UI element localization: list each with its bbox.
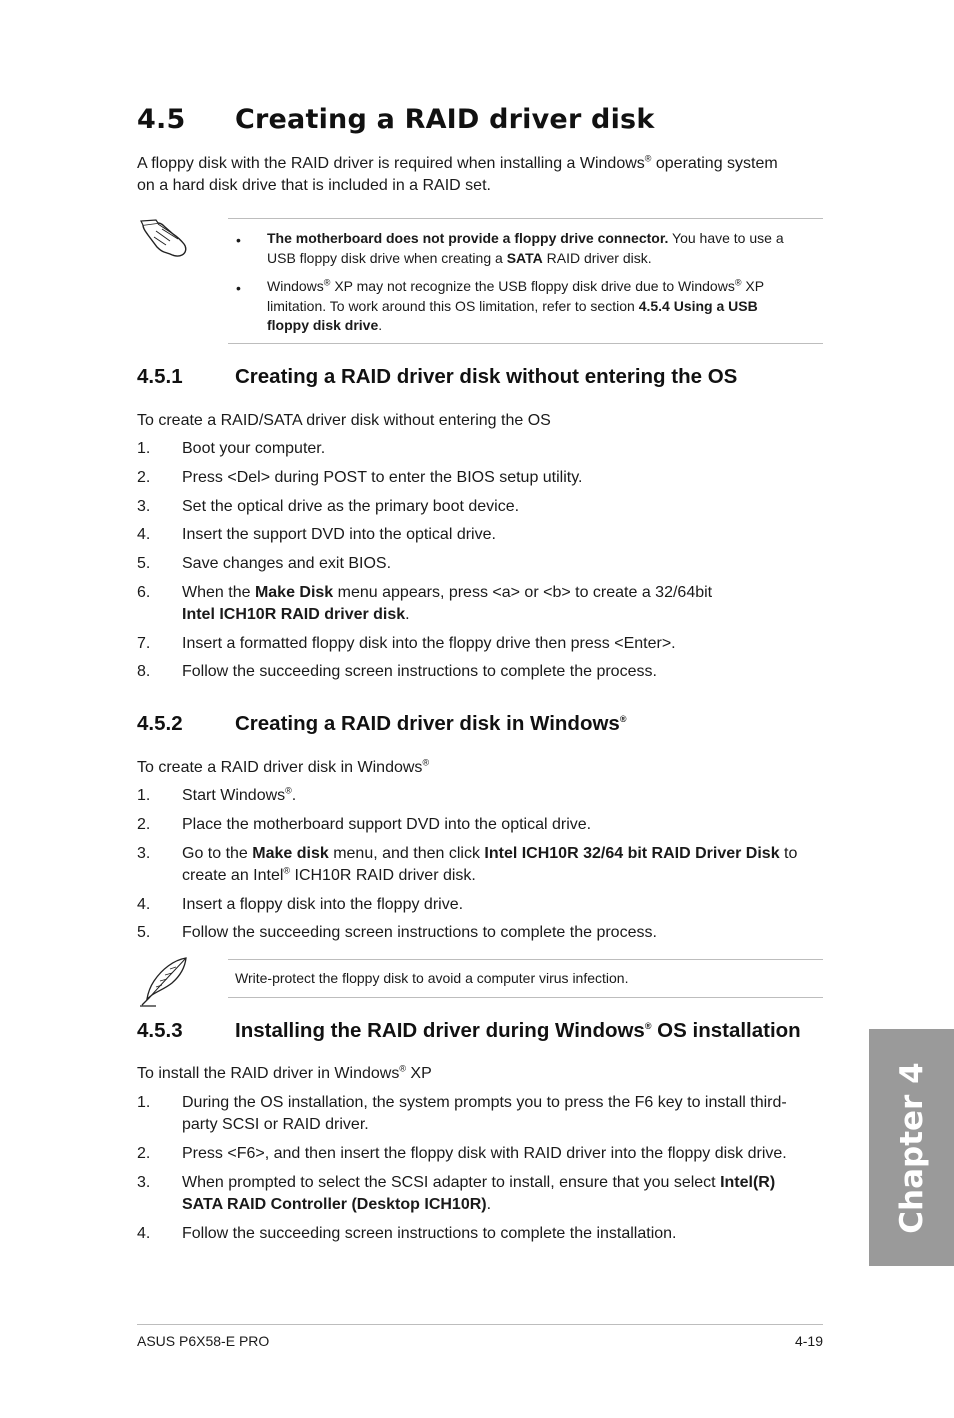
chapter-tab-label: Chapter 4 — [893, 1061, 930, 1234]
subsection-title — [235, 1019, 801, 1043]
list-text: Press <Del> during POST to enter the BIOS setup utility. — [182, 469, 583, 486]
text: Go to the — [182, 845, 253, 862]
note-text: . — [378, 317, 383, 333]
note-text: USB floppy disk drive when creating a — [267, 249, 507, 266]
registered-mark: ® — [644, 1021, 652, 1032]
section-title-text: Creating a RAID driver disk — [235, 104, 655, 135]
list-number: 6. — [137, 584, 151, 601]
text: When the — [182, 584, 255, 601]
list-text: Set the optical drive as the primary boot device. — [182, 498, 520, 515]
bold-text: Make disk — [252, 845, 329, 862]
list-text: Save changes and exit BIOS. — [182, 555, 392, 572]
text: During the OS installation, the system prompts you to press the F6 key to install third- — [182, 1094, 787, 1111]
footer-page-number: 4-19 — [794, 1333, 823, 1349]
note2-rule-bottom — [228, 997, 823, 998]
subsection-number: 4.5.3 — [137, 1019, 183, 1042]
registered-mark: ® — [734, 277, 742, 288]
bullet-1: • — [236, 232, 241, 248]
text: party SCSI or RAID driver. — [182, 1116, 369, 1133]
list-text: Insert the support DVD into the optical drive. — [182, 526, 496, 543]
list-number: 4. — [137, 896, 151, 913]
note-rule-top — [228, 218, 823, 219]
registered-mark: ® — [619, 714, 627, 725]
list-text — [182, 1092, 832, 1136]
s453-lead — [137, 1063, 432, 1085]
note-bullet-1 — [267, 229, 817, 268]
text: Start Windows — [182, 787, 286, 804]
list-number: 2. — [137, 469, 151, 486]
registered-mark: ® — [399, 1063, 406, 1074]
note-text: XP — [741, 278, 765, 294]
list-number: 1. — [137, 440, 151, 457]
list-text — [182, 785, 832, 807]
list-number: 1. — [137, 1094, 151, 1111]
list-text: Insert a formatted floppy disk into the floppy drive then press <Enter>. — [182, 635, 676, 652]
bold-text: Intel(R) — [720, 1174, 776, 1191]
footer-rule — [137, 1324, 823, 1325]
note-text: RAID driver disk. — [542, 249, 652, 266]
list-number: 3. — [137, 845, 151, 862]
note-text: XP may not recognize the USB floppy disk drive due to Windows — [330, 278, 735, 294]
list-number: 3. — [137, 1174, 151, 1191]
list-number: 3. — [137, 498, 151, 515]
note2-text: Write-protect the floppy disk to avoid a computer virus infection. — [235, 970, 629, 986]
text: To create a RAID driver disk in Windows — [137, 759, 423, 776]
list-text — [182, 1172, 832, 1216]
section-title — [137, 104, 654, 135]
text: XP — [405, 1065, 432, 1082]
s451-lead: To create a RAID/SATA driver disk without entering the OS — [137, 412, 551, 429]
note-rule-bottom — [228, 343, 823, 344]
note-bold: floppy disk drive — [267, 317, 379, 333]
list-number: 2. — [137, 1145, 151, 1162]
subsection-number: 4.5.2 — [137, 712, 183, 735]
subsection-title — [235, 712, 626, 736]
list-text: Follow the succeeding screen instructions to complete the process. — [182, 924, 657, 941]
list-text — [182, 843, 832, 887]
bold-text: Intel ICH10R RAID driver disk — [182, 606, 406, 623]
list-number: 5. — [137, 924, 151, 941]
registered-mark: ® — [285, 785, 292, 796]
registered-mark: ® — [283, 865, 291, 876]
text: ICH10R RAID driver disk. — [290, 867, 476, 884]
intro-text: A floppy disk with the RAID driver is required when installing a Windows — [137, 155, 645, 172]
list-text: Press <F6>, and then insert the floppy disk with RAID driver into the floppy disk drive. — [182, 1145, 787, 1162]
subsection-title: Creating a RAID driver disk without entering the OS — [235, 365, 738, 388]
note-text: Windows — [267, 278, 324, 294]
list-number: 5. — [137, 555, 151, 572]
list-number: 7. — [137, 635, 151, 652]
list-number: 4. — [137, 1225, 151, 1242]
bold-text: Make Disk — [254, 584, 334, 601]
footer-product: ASUS P6X58-E PRO — [137, 1333, 270, 1349]
text: menu, and then click — [328, 845, 485, 862]
subsection-number: 4.5.1 — [137, 365, 183, 388]
list-number: 2. — [137, 816, 151, 833]
text: . — [291, 787, 297, 804]
text: . — [486, 1196, 492, 1213]
text: to — [779, 845, 798, 862]
text: . — [405, 606, 410, 623]
title-text: OS installation — [651, 1019, 801, 1042]
note-text: You have to use a — [668, 230, 784, 246]
bold-text: SATA RAID Controller (Desktop ICH10R) — [182, 1196, 487, 1213]
list-text: Follow the succeeding screen instructions to complete the process. — [182, 663, 657, 680]
note2-rule-top — [228, 959, 823, 960]
note-bold: The motherboard does not provide a floppy drive connector. — [267, 230, 669, 246]
registered-mark: ® — [323, 277, 331, 288]
list-text: Place the motherboard support DVD into the optical drive. — [182, 816, 592, 833]
bold-text: Intel ICH10R 32/64 bit RAID Driver Disk — [484, 845, 780, 862]
registered-mark: ® — [644, 153, 652, 164]
title-text: Installing the RAID driver during Windows — [235, 1019, 645, 1042]
quill-pen-icon — [136, 955, 192, 1009]
intro-paragraph — [137, 153, 827, 197]
note-bold: SATA — [506, 249, 543, 266]
intro-text-2: operating system — [651, 155, 778, 172]
text: menu appears, press <a> or <b> to create a 32/64bit — [333, 584, 713, 601]
text: create an Intel — [182, 867, 284, 884]
chapter-tab — [869, 1029, 954, 1266]
note-text: limitation. To work around this OS limitation, refer to section — [267, 297, 639, 314]
list-number: 4. — [137, 526, 151, 543]
intro-line-2: on a hard disk drive that is included in a RAID set. — [137, 177, 491, 194]
s452-lead — [137, 757, 429, 779]
note-bullet-2 — [267, 277, 817, 336]
list-text: Insert a floppy disk into the floppy drive. — [182, 896, 464, 913]
list-text: Boot your computer. — [182, 440, 326, 457]
list-number: 1. — [137, 787, 151, 804]
title-text: Creating a RAID driver disk in Windows — [235, 712, 620, 735]
bullet-2: • — [236, 280, 241, 296]
section-number: 4.5 — [137, 104, 186, 135]
text: When prompted to select the SCSI adapter to install, ensure that you select — [182, 1174, 721, 1191]
pointing-hand-icon — [140, 219, 190, 259]
list-text: Follow the succeeding screen instructions to complete the installation. — [182, 1225, 677, 1242]
note-bold: 4.5.4 Using a USB — [638, 297, 758, 314]
list-number: 8. — [137, 663, 151, 680]
registered-mark: ® — [422, 757, 430, 768]
text: To install the RAID driver in Windows — [137, 1065, 400, 1082]
list-text — [182, 582, 832, 626]
